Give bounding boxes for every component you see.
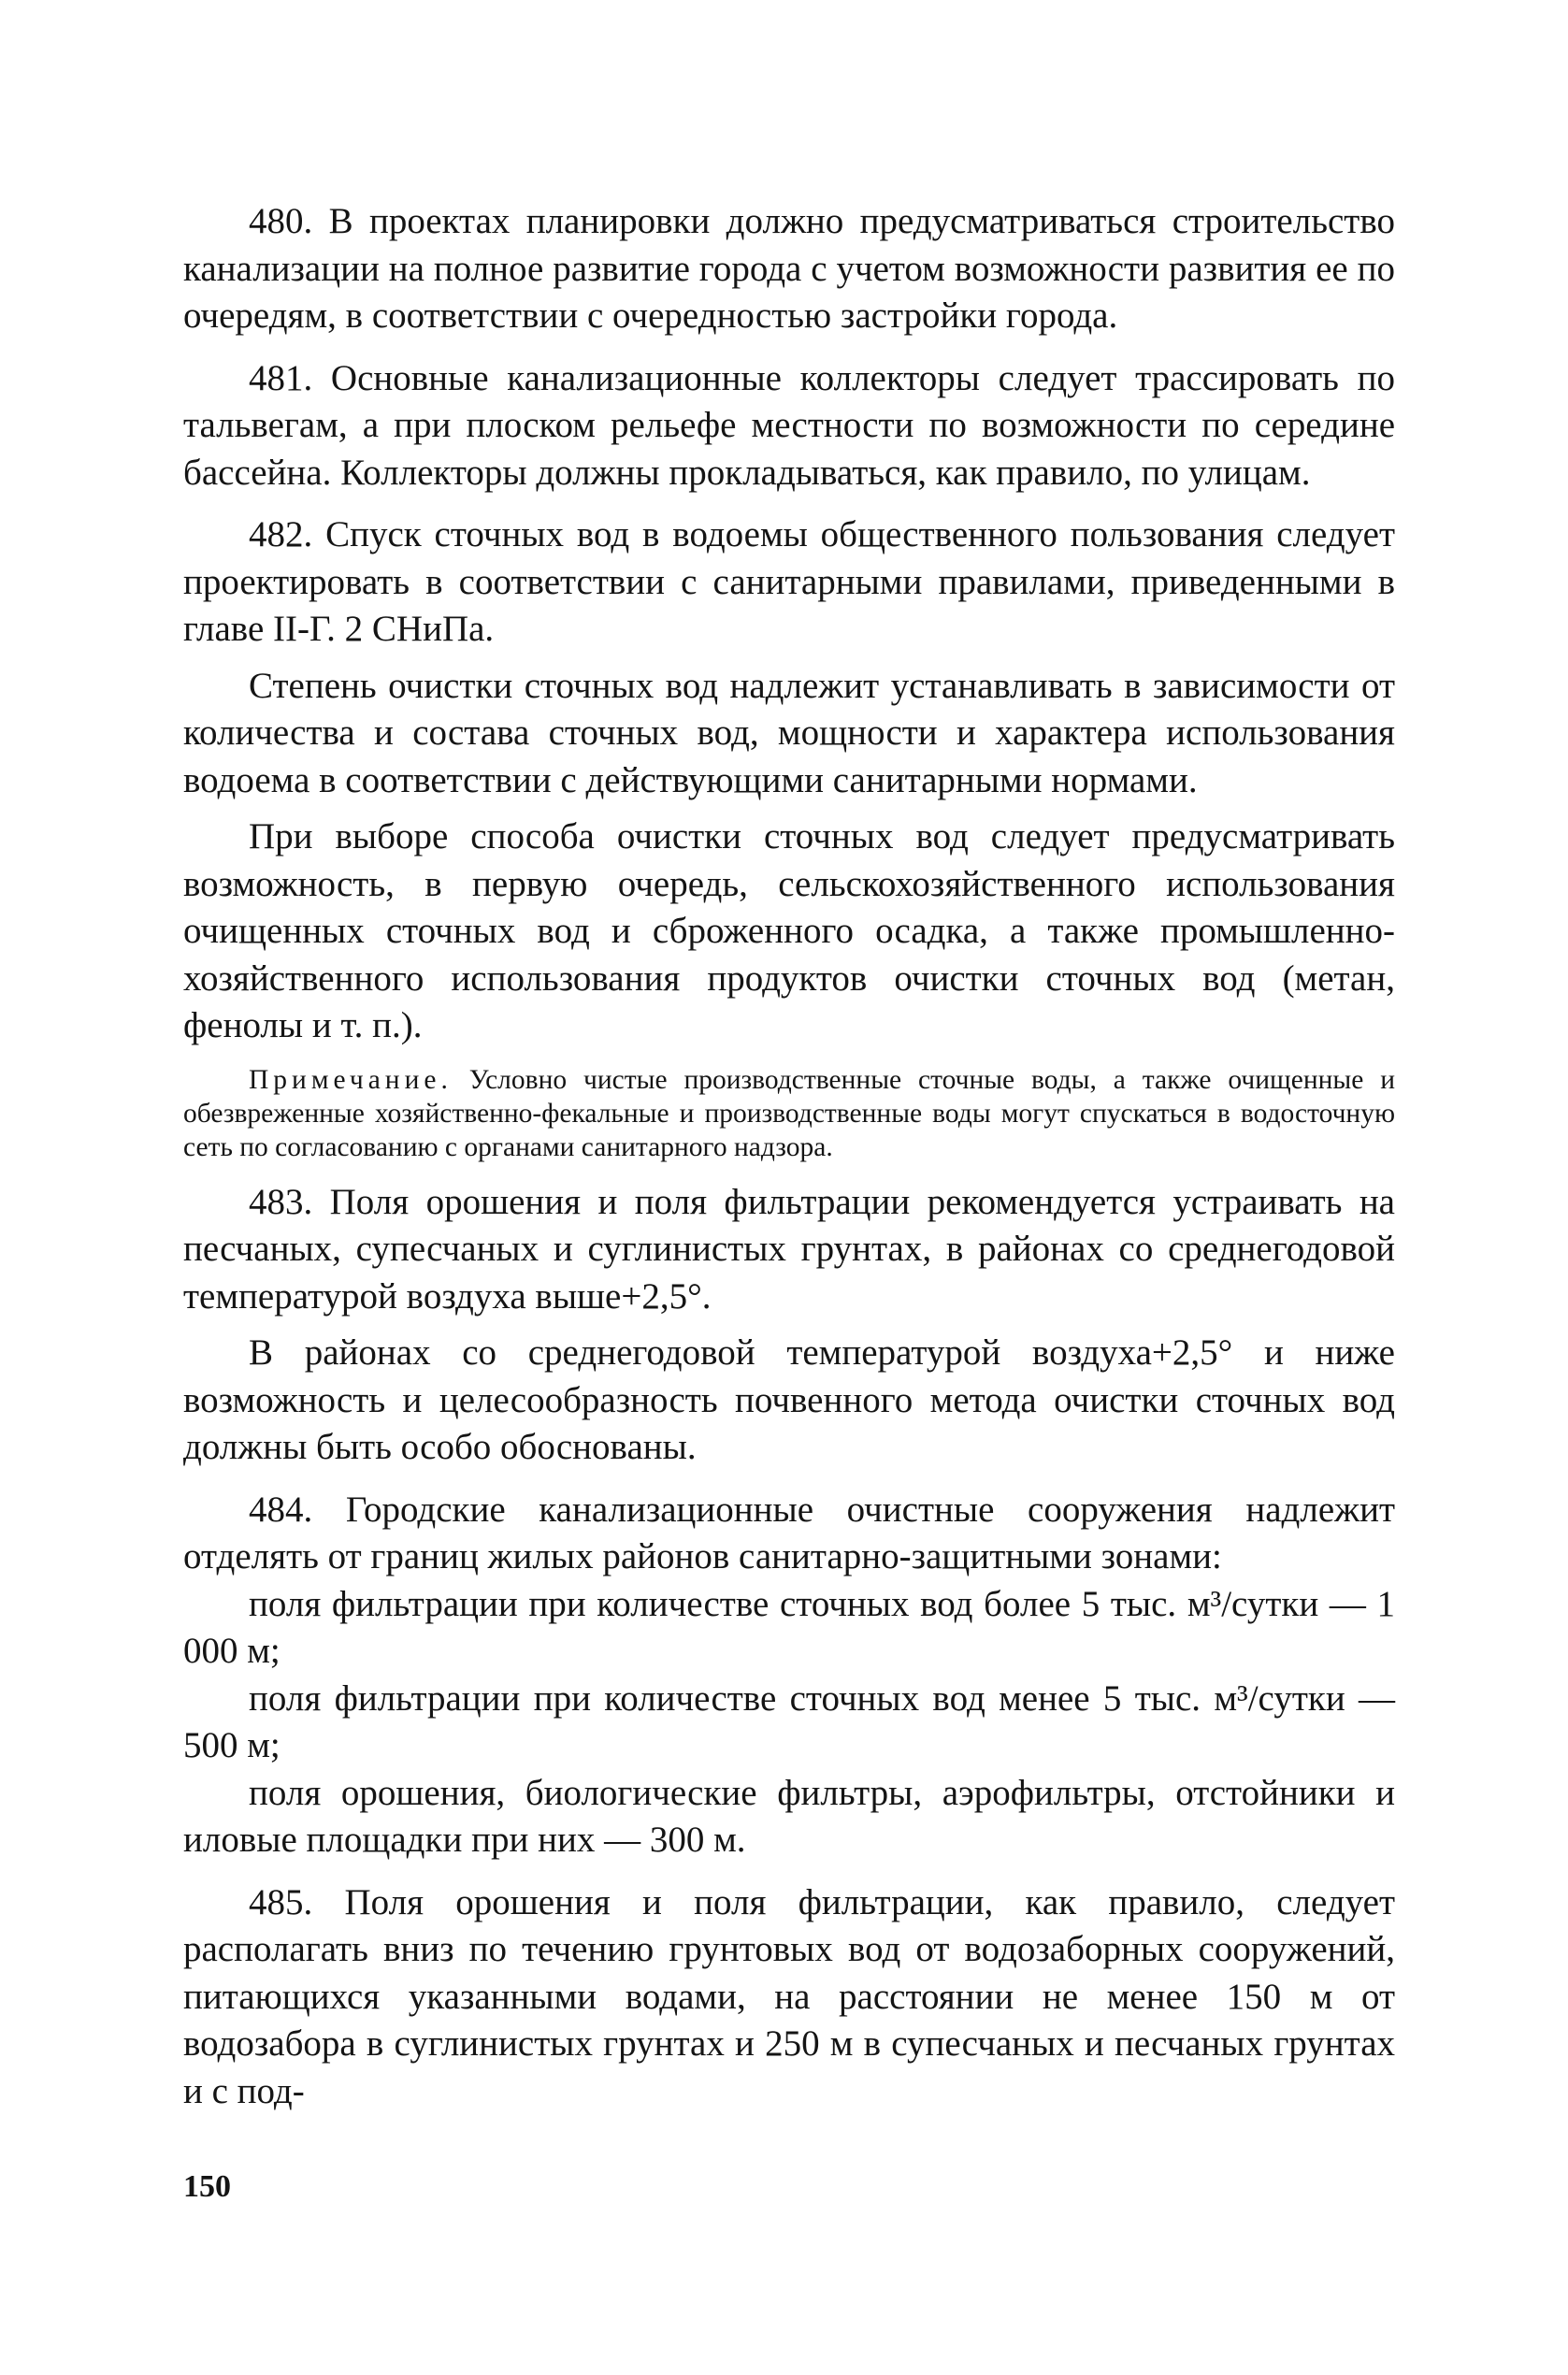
note-text: Условно чистые производственные сточные воды, а также очищенные и обезвреженные хозяйственно-фекальные и производственные воды могут спускаться в водосточную сеть по согласованию с органами санитарного надзора. bbox=[183, 1064, 1396, 1162]
paragraph-483: 483. Поля орошения и поля фильтрации рекомендуется устраивать на песчаных, супесчаных и суглинистых грунтах, в районах со среднегодовой температурой воздуха выше+2,5°. bbox=[183, 1181, 1395, 1317]
note bbox=[183, 1063, 1395, 1164]
list-item: поля орошения, биологические фильтры, аэрофильтры, отстойники и иловые площадки при них — 300 м. bbox=[183, 1772, 1395, 1860]
paragraph-482-treatment-method: При выборе способа очистки сточных вод следует предусматривать возможность, в первую очередь, сельскохозяйственного использования очищенных сточных вод и сброженного осадка, а также промышленно-хозяйственного использования продуктов очистки сточных вод (метан, фенолы и т. п.). bbox=[183, 816, 1395, 1045]
paragraph-480: 480. В проектах планировки должно предусматриваться строительство канализации на полное развитие города с учетом возможности развития ее по очередям, в соответствии с очередностью застройки города. bbox=[183, 201, 1395, 336]
paragraph-481: 481. Основные канализационные коллекторы следует трассировать по тальвегам, а при плоском рельефе местности по возможности по середине бассейна. Коллекторы должны прокладываться, как правило, по улицам. bbox=[183, 357, 1395, 493]
note-label: Примечание. bbox=[249, 1064, 453, 1095]
paragraph-485: 485. Поля орошения и поля фильтрации, как правило, следует располагать вниз по течению грунтовых вод от водозаборных сооружений, питающихся указанными водами, на расстоянии не менее 150 м от водозабора в суглинистых грунтах и 250 м в супесчаных и песчаных грунтах и с под- bbox=[183, 1881, 1395, 2111]
paragraph-483-low-temperature: В районах со среднегодовой температурой воздуха+2,5° и ниже возможность и целесообразность почвенного метода очистки сточных вод должны быть особо обоснованы. bbox=[183, 1332, 1395, 1467]
paragraph-482-treatment-degree: Степень очистки сточных вод надлежит устанавливать в зависимости от количества и состава сточных вод, мощности и характера использования водоема в соответствии с действующими санитарными нормами. bbox=[183, 665, 1395, 800]
paragraph-482: 482. Спуск сточных вод в водоемы общественного пользования следует проектировать в соответствии с санитарными правилами, приведенными в главе II-Г. 2 СНиПа. bbox=[183, 514, 1395, 649]
list-item: поля фильтрации при количестве сточных вод более 5 тыс. м³/сутки — 1 000 м; bbox=[183, 1583, 1395, 1671]
list-item: поля фильтрации при количестве сточных вод менее 5 тыс. м³/сутки — 500 м; bbox=[183, 1677, 1395, 1765]
paragraph-484: 484. Городские канализационные очистные сооружения надлежит отделять от границ жилых районов санитарно-защитными зонами: bbox=[183, 1489, 1395, 1576]
page-number: 150 bbox=[183, 2169, 231, 2204]
page-body bbox=[183, 198, 1395, 2115]
